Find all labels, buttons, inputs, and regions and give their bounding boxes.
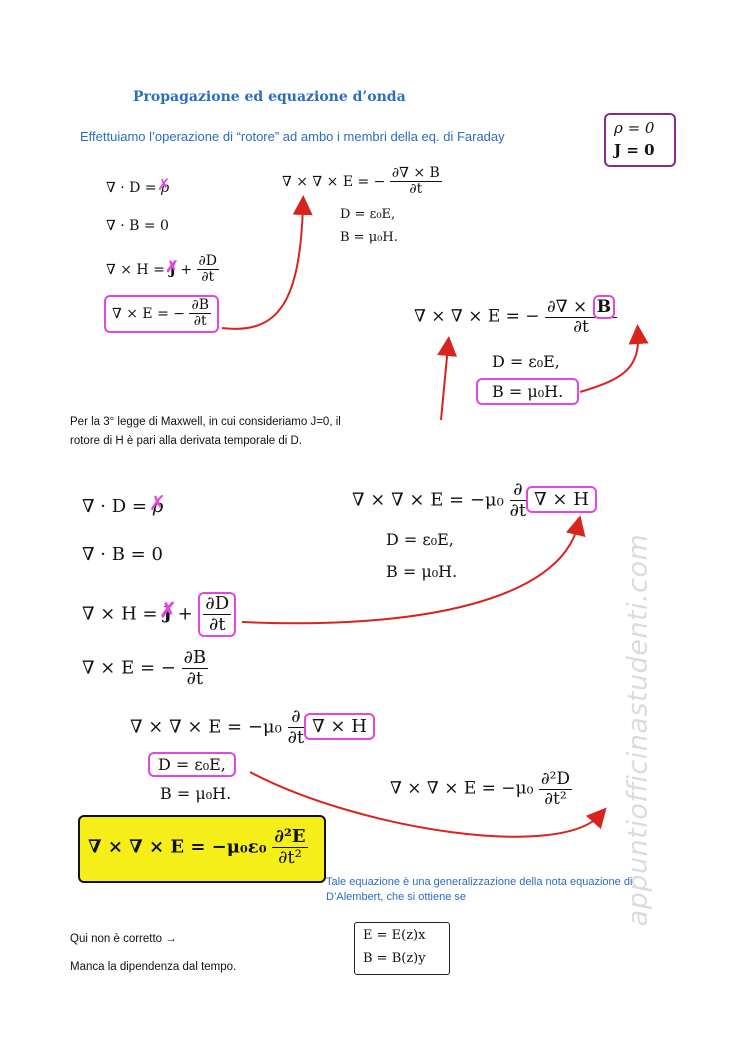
magnetic-gauss-large: ∇ · B = 0 — [82, 544, 163, 565]
arrow-up-to-curl-2 — [441, 346, 448, 420]
curl-equation-3: ∇ × ∇ × E = −μ₀ $\frac{\partial}{\partial t}$ ∇ × H — [352, 480, 597, 521]
note-maxwell-3: Per la 3° legge di Maxwell, in cui consideriamo J=0, il rotore di H è pari alla derivata temporale di D. — [70, 416, 341, 447]
magnetic-gauss-small: ∇ · B = 0 — [106, 218, 169, 234]
constitutive-d-2: D = ε₀E, — [492, 352, 560, 371]
constitutive-b-3: B = μ₀H. — [386, 562, 458, 581]
rho-condition: ρ = 0 — [614, 119, 655, 137]
constitutive-d-4: D = ε₀E, — [148, 752, 236, 777]
constitutive-b-2: B = μ₀H. — [476, 378, 579, 405]
faraday-law-small: ∇ × E = − $\frac{\partial B}{\partial t}$ — [104, 295, 219, 333]
b-highlight: B — [593, 295, 615, 319]
curl-equation-4: ∇ × ∇ × E = −μ₀ $\frac{\partial}{\partial t}$ ∇ × H — [130, 707, 375, 748]
constitutive-d-1: D = ε₀E, — [340, 207, 396, 222]
constitutive-b-1: B = μ₀H. — [340, 230, 398, 245]
arrow-b-to-box — [580, 334, 638, 392]
curl-h-highlight-4: ∇ × H — [304, 713, 375, 740]
j-condition: J = 0 — [614, 141, 655, 159]
faraday-law-large: ∇ × E = − $\frac{\partial B}{\partial t}$ — [82, 647, 207, 689]
ampere-law-small: ∇ × H = J ✗ + $\frac{\partial D}{\partial t}$ — [106, 254, 219, 286]
curl-equation-2: ∇ × ∇ × E = − $\frac{\partial\nabla \times B}{\partial t}$ — [414, 298, 617, 336]
constitutive-b-4: B = μ₀H. — [160, 784, 232, 803]
wave-equation: ∇ × ∇ × E = −μ₀ε₀ $\frac{\text{∂²E}}{\text{∂t²}}$ — [78, 815, 326, 883]
wave-caption: Tale equazione è una generalizzazione della nota equazione di D’Alembert, che si ottiene se — [326, 876, 633, 903]
fields-box: E = E(z)x B = B(z)y — [354, 922, 450, 975]
gauss-law-large: ∇ · D = ρ ✗ — [82, 496, 163, 517]
curl-equation-1: ∇ × ∇ × E = − $\frac{\partial\nabla \times B}{\partial t}$ — [282, 165, 440, 198]
gauss-law-small: ∇ · D = ρ ✗ — [106, 180, 169, 196]
constitutive-d-3: D = ε₀E, — [386, 530, 454, 549]
ampere-law-large: ∇ × H = J ✗ + $\frac{\partial D}{\partial t}$ — [82, 592, 236, 637]
watermark: appuntiofficinastudenti.com — [622, 533, 654, 927]
conditions-box — [604, 113, 676, 167]
curl-h-highlight-3: ∇ × H — [526, 486, 597, 513]
page-title: Propagazione ed equazione d’onda — [133, 89, 406, 105]
bottom-note: Qui non è corretto → Manca la dipendenza dal tempo. — [70, 933, 237, 973]
arrow-faraday-to-curl — [222, 205, 303, 329]
subtitle: Effettuiamo l’operazione di “rotore” ad ambo i membri della eq. di Faraday — [80, 129, 505, 144]
curl-equation-5: ∇ × ∇ × E = −μ₀ $\frac{\text{∂²D}}{\text{∂t²}}$ — [390, 769, 571, 809]
